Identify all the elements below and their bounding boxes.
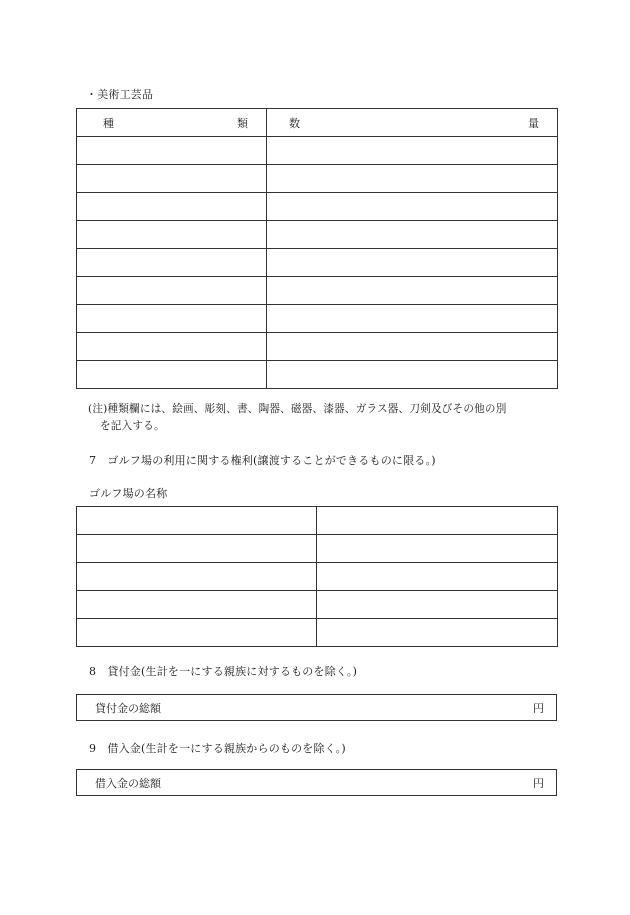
art-quantity-cell[interactable] — [267, 361, 558, 389]
art-type-cell[interactable] — [77, 361, 267, 389]
golf-cell-right[interactable] — [317, 563, 558, 591]
art-table-row — [77, 193, 558, 221]
art-quantity-cell[interactable] — [267, 249, 558, 277]
quantity-header-char-1: 数 — [289, 116, 300, 130]
art-type-cell[interactable] — [77, 221, 267, 249]
golf-cell-right[interactable] — [317, 591, 558, 619]
golf-cell-left[interactable] — [77, 619, 317, 647]
borrowings-total-label: 借入金の総額 — [95, 776, 161, 790]
golf-section-heading: 7 ゴルフ場の利用に関する権利(譲渡することができるものに限る。) — [89, 454, 436, 467]
quantity-column-header — [267, 109, 558, 137]
golf-cell-right[interactable] — [317, 535, 558, 563]
art-table-row — [77, 361, 558, 389]
art-quantity-cell[interactable] — [267, 193, 558, 221]
art-type-cell[interactable] — [77, 249, 267, 277]
art-quantity-cell[interactable] — [267, 137, 558, 165]
quantity-header-char-2: 量 — [528, 116, 539, 130]
loans-total-label: 貸付金の総額 — [95, 701, 161, 715]
golf-table-row — [77, 591, 558, 619]
golf-name-label: ゴルフ場の名称 — [89, 487, 168, 500]
loans-total-box[interactable] — [76, 694, 557, 721]
art-type-cell[interactable] — [77, 277, 267, 305]
loans-section-heading: 8 貸付金(生計を一にする親族に対するものを除く。) — [89, 665, 358, 678]
type-column-header — [77, 109, 267, 137]
art-table-row — [77, 277, 558, 305]
art-quantity-cell[interactable] — [267, 165, 558, 193]
borrowings-yen-unit: 円 — [533, 776, 544, 790]
golf-cell-right[interactable] — [317, 507, 558, 535]
golf-cell-right[interactable] — [317, 619, 558, 647]
golf-table-row — [77, 619, 558, 647]
art-table-row — [77, 249, 558, 277]
art-quantity-cell[interactable] — [267, 305, 558, 333]
art-table-row — [77, 165, 558, 193]
art-table-row — [77, 333, 558, 361]
loans-yen-unit: 円 — [533, 701, 544, 715]
type-header-char-2: 類 — [237, 116, 248, 130]
art-table — [76, 108, 558, 389]
art-type-cell[interactable] — [77, 305, 267, 333]
golf-table-row — [77, 535, 558, 563]
art-table-row — [77, 221, 558, 249]
golf-table-row — [77, 563, 558, 591]
art-type-cell[interactable] — [77, 137, 267, 165]
art-quantity-cell[interactable] — [267, 277, 558, 305]
art-section-heading: ・美術工芸品 — [86, 88, 154, 101]
borrowings-total-box[interactable] — [76, 769, 557, 796]
golf-cell-left[interactable] — [77, 507, 317, 535]
art-table-header-row — [77, 109, 558, 137]
art-type-cell[interactable] — [77, 165, 267, 193]
art-note-line-2: を記入する。 — [100, 420, 165, 432]
art-table-row — [77, 305, 558, 333]
art-type-cell[interactable] — [77, 333, 267, 361]
golf-cell-left[interactable] — [77, 535, 317, 563]
golf-cell-left[interactable] — [77, 591, 317, 619]
art-quantity-cell[interactable] — [267, 333, 558, 361]
art-note-line-1: (注)種類欄には、絵画、彫刻、書、陶器、磁器、漆器、ガラス器、刀剣及びその他の別 — [88, 403, 507, 415]
borrowings-section-heading: 9 借入金(生計を一にする親族からのものを除く。) — [89, 742, 346, 755]
golf-cell-left[interactable] — [77, 563, 317, 591]
golf-table — [76, 506, 558, 647]
art-type-cell[interactable] — [77, 193, 267, 221]
golf-table-row — [77, 507, 558, 535]
art-table-row — [77, 137, 558, 165]
art-quantity-cell[interactable] — [267, 221, 558, 249]
type-header-char-1: 種 — [103, 116, 114, 130]
